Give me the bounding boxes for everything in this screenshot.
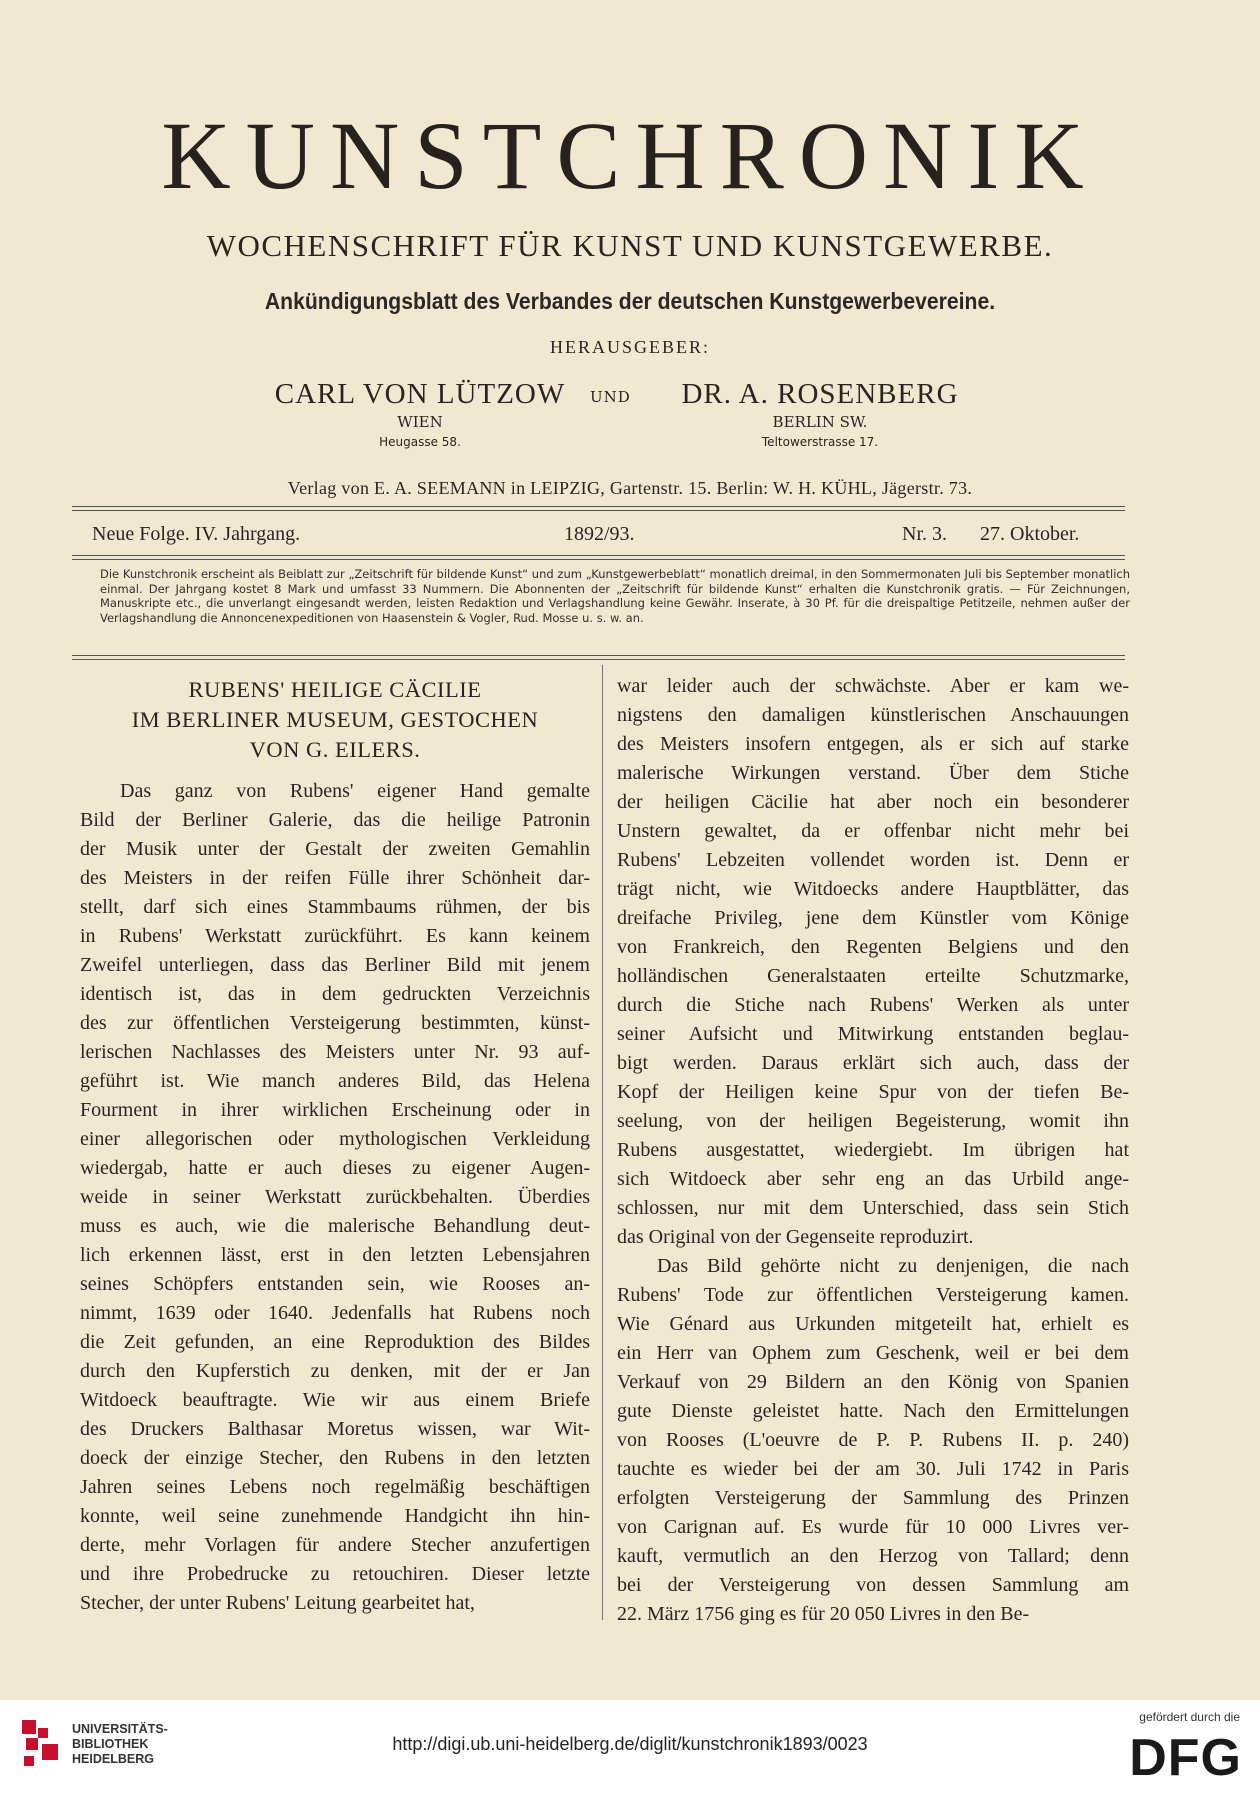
article-text-line: nigstens den damaligen künstlerischen Anschauungen: [617, 704, 1129, 726]
library-name-line: HEIDELBERG: [72, 1752, 154, 1766]
issue-date: 27. Oktober.: [980, 523, 1080, 545]
sponsor-caption: gefördert durch die: [1139, 1710, 1240, 1724]
journal-subtitle: WOCHENSCHRIFT FÜR KUNST UND KUNSTGEWERBE.: [206, 228, 1054, 263]
article-text-line: doeck der einzige Stecher, den Rubens in den letzten: [80, 1447, 590, 1469]
permalink-url[interactable]: http://digi.ub.uni-heidelberg.de/diglit/kunstchronik1893/0023: [392, 1734, 868, 1754]
issue-series: Neue Folge. IV. Jahrgang.: [92, 523, 301, 545]
editor-block: [670, 378, 970, 449]
article-text-line: weide in seiner Werkstatt zurückbehalten. Überdies: [80, 1186, 590, 1208]
article-text-line: holländischen Generalstaaten erteilte Schutzmarke,: [617, 965, 1129, 987]
article-text-line: durch die Stiche nach Rubens' Werken als unter: [617, 994, 1129, 1016]
editor-connector: UND: [590, 388, 631, 406]
article-text-line: malerische Wirkungen verstand. Über dem Stiche: [617, 762, 1129, 784]
article-text-line: geführt ist. Wie manch anderes Bild, das Helena: [80, 1070, 590, 1092]
journal-title: KUNSTCHRONIK: [161, 102, 1099, 209]
issue-number: Nr. 3.: [902, 523, 947, 545]
article-text-line: dreifache Privileg, jene dem Künstler vom Könige: [617, 907, 1129, 929]
article-text-line: das Original von der Gegenseite reproduzirt.: [617, 1226, 974, 1248]
article-text-line: bigt werden. Daraus erklärt sich auch, dass der: [617, 1052, 1129, 1074]
article-text-line: des Meisters in der reifen Fülle ihrer Schönheit dar-: [80, 867, 590, 889]
article-title-line: VON G. EILERS.: [249, 737, 421, 762]
article-body-right: [617, 672, 1129, 1629]
article-text-line: sich Witdoeck aber sehr eng an das Urbild ange-: [617, 1168, 1129, 1190]
article-text-line: lich erkennen lässt, erst in den letzten Lebensjahren: [80, 1244, 590, 1266]
editor-address: Teltowerstrasse 17.: [761, 435, 879, 449]
article-text-line: Unstern gewaltet, da er offenbar nicht mehr bei: [617, 820, 1129, 842]
article-text-line: Witdoeck beauftragte. Wie wir aus einem Briefe: [80, 1389, 590, 1411]
editor-name: CARL VON LÜTZOW: [274, 378, 566, 410]
article-text-line: muss es auch, wie die malerische Behandlung deut-: [80, 1215, 590, 1237]
article-text-line: schlossen, nur mit dem Unterschied, dass sein Stich: [617, 1197, 1129, 1219]
article-right-column: [617, 672, 1129, 1629]
article-text-line: des Druckers Balthasar Moretus wissen, war Wit-: [80, 1418, 590, 1440]
publisher-line: Verlag von E. A. SEEMANN in LEIPZIG, Gartenstr. 15. Berlin: W. H. KÜHL, Jägerstr. 73.: [287, 478, 973, 498]
article-text-line: des Meisters insofern entgegen, als er sich auf starke: [617, 733, 1129, 755]
article-text-line: die Zeit gefunden, an eine Reproduktion des Bildes: [80, 1331, 590, 1353]
subscription-notice: Die Kunstchronik erscheint als Beiblatt zur „Zeitschrift für bildende Kunst“ und zum „Kunstgewerbeblatt“ monatlich dreimal, in den Sommermonaten Juli bis September monatlich einmal. Der Jahrgang kostet 8 Mark und umfasst 33 Nummern. Die Abonnenten der „Zeitschrift für bildende Kunst“ erhalten die Kunstchronik gratis. — Für Zeichnungen, Manuskripte etc., die unverlangt eingesandt werden, leisten Redaktion und Verlagshandlung keine Gewähr. Inserate, à 30 Pf. für die dreispaltige Petitzeile, nehmen außer der Verlagshandlung die Annoncenexpeditionen von Haasenstein & Vogler, Rud. Mosse u. s. w. an.: [100, 567, 1130, 625]
article-title: [80, 675, 590, 765]
article-text-line: Verkauf von 29 Bildern an den König von Spanien: [617, 1371, 1129, 1393]
article-text-line: Stecher, der unter Rubens' Leitung gearbeitet hat,: [80, 1592, 475, 1614]
digitization-footer: [0, 1700, 1260, 1797]
article-text-line: nimmt, 1639 oder 1640. Jedenfalls hat Rubens noch: [80, 1302, 590, 1324]
article-title-line: RUBENS' HEILIGE CÄCILIE: [188, 677, 482, 702]
article-text-line: ein Herr van Ophem zum Geschenk, weil er bei dem: [617, 1342, 1129, 1364]
article-text-line: Kopf der Heiligen keine Spur von der tiefen Be-: [617, 1081, 1129, 1103]
article-text-line: seiner Aufsicht und Mitwirkung entstanden beglau-: [617, 1023, 1129, 1045]
article-text-line: in Rubens' Werkstatt zurückführt. Es kann keinem: [80, 925, 590, 947]
article-text-line: Wie Génard aus Urkunden mitgeteilt hat, erhielt es: [617, 1313, 1129, 1335]
article-text-line: des zur öffentlichen Versteigerung bestimmten, künst-: [80, 1012, 590, 1034]
article-text-line: konnte, weil seine zunehmende Handgicht ihn hin-: [80, 1505, 590, 1527]
article-text-line: Zweifel unterliegen, dass das Berliner Bild mit jenem: [80, 954, 590, 976]
library-name-line: BIBLIOTHEK: [72, 1737, 149, 1751]
dfg-logo: DFG: [1129, 1729, 1242, 1787]
article-title-line: IM BERLINER MUSEUM, GESTOCHEN: [131, 707, 539, 732]
article-text-line: wiedergab, hatte er auch dieses zu eigener Augen-: [80, 1157, 590, 1179]
article-text-line: gute Dienste geleistet hatte. Nach den Ermittelungen: [617, 1400, 1129, 1422]
editor-city: BERLIN SW.: [772, 413, 868, 431]
article-text-line: und ihre Probedrucke zu retouchiren. Dieser letzte: [80, 1563, 590, 1585]
editor-block: [270, 378, 570, 449]
herausgeber-label: HERAUSGEBER:: [549, 337, 710, 357]
article-text-line: stellt, darf sich eines Stammbaums rühmen, der bis: [80, 896, 590, 918]
issue-year: 1892/93.: [564, 523, 635, 545]
article-body-left: [80, 777, 590, 1618]
article-text-line: derte, mehr Vorlagen für andere Stecher anzufertigen: [80, 1534, 590, 1556]
editor-name: DR. A. ROSENBERG: [681, 378, 959, 410]
announcement-line: Ankündigungsblatt des Verbandes der deutschen Kunstgewerbevereine.: [264, 288, 996, 314]
article-text-line: einer allegorischen oder mythologischen Verkleidung: [80, 1128, 590, 1150]
article-text-line: lerischen Nachlasses des Meisters unter Nr. 93 auf-: [80, 1041, 590, 1063]
article-text-line: Das ganz von Rubens' eigener Hand gemalte: [120, 780, 590, 802]
divider: [72, 655, 1125, 660]
article-text-line: Jahren seines Lebens noch regelmäßig beschäftigen: [80, 1476, 590, 1498]
article-text-line: tauchte es wieder bei der am 30. Juli 1742 in Paris: [617, 1458, 1129, 1480]
editor-city: WIEN: [397, 413, 443, 431]
divider: [72, 506, 1125, 511]
article-text-line: erfolgten Versteigerung der Sammlung des Prinzen: [617, 1487, 1129, 1509]
article-text-line: der heiligen Cäcilie hat aber noch ein besonderer: [617, 791, 1129, 813]
article-text-line: von Rooses (L'oeuvre de P. P. Rubens II. p. 240): [617, 1429, 1129, 1451]
article-text-line: Rubens' Lebzeiten vollendet worden ist. Denn er: [617, 849, 1129, 871]
article-text-line: Bild der Berliner Galerie, das die heilige Patronin: [80, 809, 590, 831]
article-text-line: trägt nicht, wie Witdoecks andere Hauptblätter, das: [617, 878, 1129, 900]
article-text-line: kauft, vermutlich an den Herzog von Tallard; denn: [617, 1545, 1129, 1567]
article-text-line: 22. März 1756 ging es für 20 050 Livres in den Be-: [617, 1603, 1030, 1625]
article-text-line: Fourment in ihrer wirklichen Erscheinung oder in: [80, 1099, 590, 1121]
library-name-line: UNIVERSITÄTS-: [72, 1722, 168, 1736]
article-text-line: von Frankreich, den Regenten Belgiens und den: [617, 936, 1129, 958]
article-text-line: von Carignan auf. Es wurde für 10 000 Livres ver-: [617, 1516, 1129, 1538]
column-divider: [602, 665, 603, 1620]
article-left-column: [80, 675, 590, 1618]
article-text-line: war leider auch der schwächste. Aber er kam we-: [617, 675, 1129, 697]
article-text-line: Das Bild gehörte nicht zu denjenigen, die nach: [657, 1255, 1129, 1277]
article-text-line: Rubens' Tode zur öffentlichen Versteigerung kamen.: [617, 1284, 1129, 1306]
article-text-line: seelung, von der heiligen Begeisterung, womit ihn: [617, 1110, 1129, 1132]
article-text-line: seines Schöpfers entstanden sein, wie Rooses an-: [80, 1273, 590, 1295]
article-text-line: durch den Kupferstich zu denken, mit der er Jan: [80, 1360, 590, 1382]
article-text-line: Rubens ausgestattet, wiedergiebt. Im übrigen hat: [617, 1139, 1129, 1161]
editor-address: Heugasse 58.: [379, 435, 461, 449]
article-text-line: identisch ist, das in dem gedruckten Verzeichnis: [80, 983, 590, 1005]
divider: [72, 555, 1125, 560]
article-text-line: bei der Versteigerung von dessen Sammlung am: [617, 1574, 1129, 1596]
article-text-line: der Musik unter der Gestalt der zweiten Gemahlin: [80, 838, 590, 860]
